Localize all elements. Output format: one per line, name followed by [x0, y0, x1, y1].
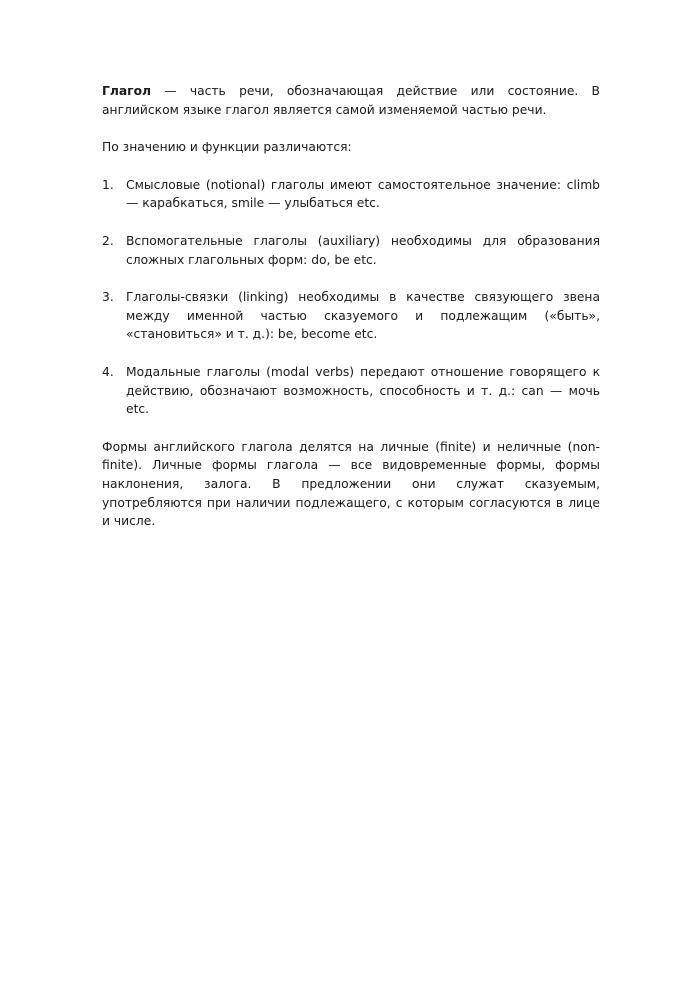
- list-item-number: 3.: [102, 290, 114, 305]
- list-item: [102, 232, 600, 269]
- list-item-number: 4.: [102, 364, 114, 379]
- list-item: [102, 288, 600, 344]
- list-item-text: Смысловые (notional) глаголы имеют самостоятельное значение: climb — карабкаться, smile — улыбаться etc.: [126, 177, 600, 211]
- list-item-number: 1.: [102, 177, 114, 192]
- list-item-number: 2.: [102, 233, 114, 248]
- list-item: [102, 363, 600, 419]
- list-item-text: Модальные глаголы (modal verbs) передают отношение говорящего к действию, обозначают возможность, способность и т. д.: can — мочь etc.: [126, 364, 600, 417]
- list-lead-paragraph: По значению и функции различаются:: [102, 140, 352, 155]
- list-item-text: Глаголы-связки (linking) необходимы в качестве связующего звена между именной частью сказуемого и подлежащим («быть», «становиться» и т. д.): be, become etc.: [126, 290, 600, 342]
- closing-paragraph: Формы английского глагола делятся на личные (finite) и неличные (non-finite). Личные формы глагола — все видовременные формы, формы наклонения, залога. В предложении они служат сказуемым, употребляются при наличии подлежащего, с которым согласуются в лице и числе.: [102, 439, 600, 529]
- defined-term: Глагол: [102, 84, 152, 98]
- intro-paragraph: [102, 82, 600, 119]
- document-page: [102, 82, 600, 531]
- list-item-text: Вспомогательные глаголы (auxiliary) необходимы для образования сложных глагольных форм: do, be etc.: [126, 233, 600, 267]
- verb-types-list: [102, 176, 600, 419]
- list-item: [102, 176, 600, 213]
- intro-text: — часть речи, обозначающая действие или состояние. В английском языке глагол является самой изменяемой частью речи.: [102, 84, 600, 117]
